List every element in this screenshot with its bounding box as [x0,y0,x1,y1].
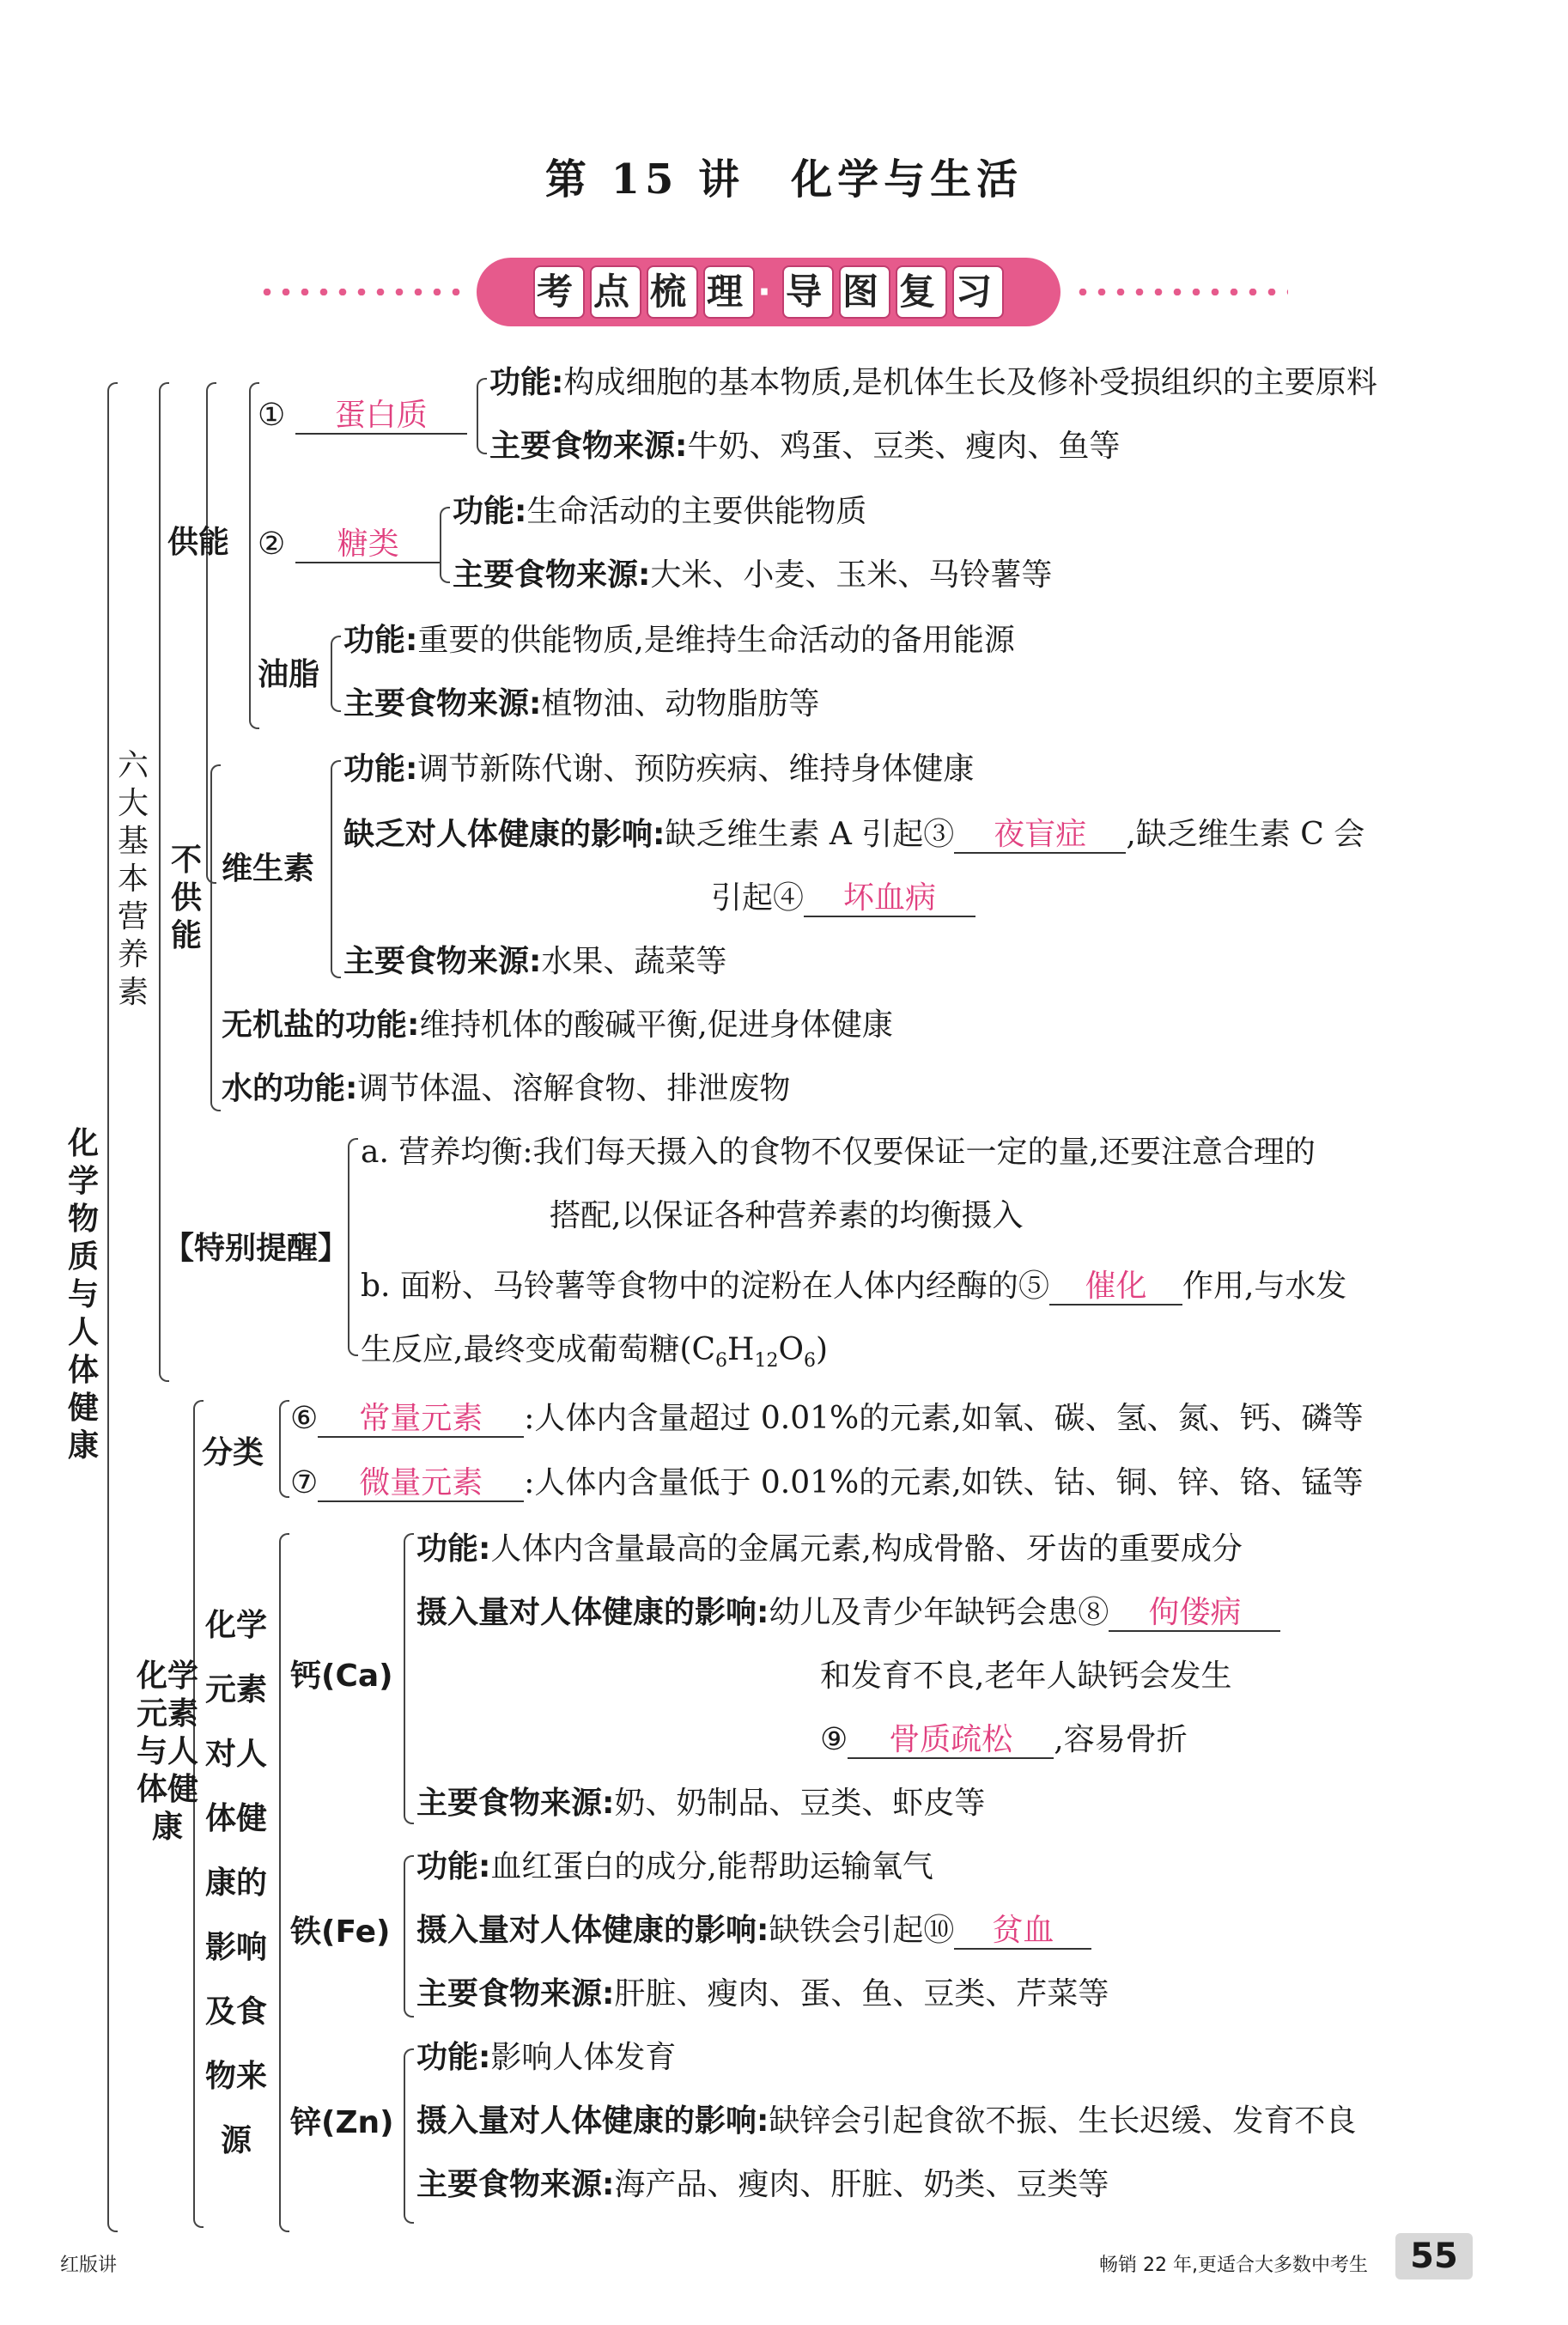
label-value: 影响人体发育 [490,2040,677,2075]
protein-item [258,397,467,435]
label-key: 功能: [453,494,527,529]
label-key: 功能: [489,365,564,400]
label-key: 摄入量对人体健康的影响: [416,2103,769,2139]
label-value: 缺铁会引起 [769,1913,924,1948]
banner-char: 图 [839,265,890,319]
answer-blank: 佝偻病 [1109,1596,1280,1632]
label-value: 引起 [711,880,774,916]
banner-char: 习 [952,265,1004,319]
banner-dot: · [757,271,780,313]
vitamin-source [343,943,726,981]
answer-blank: 蛋白质 [295,399,467,435]
sugar-function [453,493,866,531]
sugar-source [453,557,1052,594]
blank-number: ⑩ [923,1913,955,1948]
label-key: 摄入量对人体健康的影响: [416,1913,769,1948]
page-title: 第 15 讲 化学与生活 [544,155,1024,204]
label-key: 主要食物来源: [453,557,651,593]
blank-number: ④ [773,880,805,916]
label-value: 肝脏、瘦肉、蛋、鱼、豆类、芹菜等 [614,1976,1109,2012]
nosupply-label: 不供能 [170,843,202,953]
label-value: 维持机体的酸碱平衡,促进身体健康 [419,1007,893,1043]
subscript: 12 [754,1350,779,1372]
banner-char: 理 [703,265,755,319]
formula-close: ) [815,1332,829,1367]
calcium-source [416,1785,985,1823]
banner-char: 点 [590,265,641,319]
label-key: 功能: [343,752,418,787]
answer-blank: 夜盲症 [954,818,1126,854]
answer-blank: 贫血 [954,1914,1091,1950]
label-value: :人体内含量低于 0.01%的元素,如铁、钴、铜、锌、铬、锰等 [524,1465,1364,1500]
calcium-function [416,1531,1243,1568]
label-value: 缺锌会引起食欲不振、生长迟缓、发育不良 [769,2103,1357,2139]
label-value: 血红蛋白的成分,能帮助运输氧气 [490,1849,933,1884]
nosupply-brace [210,764,221,1111]
calcium-brace [404,1533,414,1824]
nutrients-label: 六大基本营养素 [117,748,149,1010]
sugar-item [258,526,441,563]
label-key: 水的功能: [222,1071,358,1106]
blank-number: ③ [923,817,955,852]
blank-number: ⑦ [290,1465,319,1500]
calcium-effect-cont2 [820,1721,1188,1759]
label-value: 调节体温、溶解食物、排泄废物 [357,1071,791,1106]
classification-brace [279,1400,289,1498]
vitamin-brace [331,760,341,978]
subscript: 6 [715,1350,728,1372]
answer-blank: 微量元素 [318,1466,524,1502]
formula-h: H [727,1332,755,1367]
iron-brace [404,1855,414,2018]
label-value: 作用,与水发 [1182,1269,1347,1304]
protein-source [489,428,1120,466]
label-value: 调节新陈代谢、预防疾病、维持身体健康 [417,752,975,787]
subscript: 6 [803,1350,816,1372]
label-value: 植物油、动物脂肪等 [541,686,820,721]
label-value: 水果、蔬菜等 [541,944,727,979]
fat-function [343,622,1015,660]
label-value: 海产品、瘦肉、肝脏、奶类、豆类等 [614,2167,1109,2202]
banner-char: 导 [782,265,834,319]
label-key: 功能: [416,1849,491,1884]
trace-element [290,1464,1364,1502]
vitamin-function [343,751,974,788]
label-key: 功能: [416,2040,491,2075]
tip-b-line1 [361,1268,1346,1306]
tip-a-line2: 搭配,以保证各种营养素的均衡摄入 [550,1198,1024,1233]
label-value: 生命活动的主要供能物质 [526,494,867,529]
elements-label: 化学元素与人体健康 [136,1659,198,1845]
calcium-effect [416,1594,1280,1632]
label-key: 缺乏对人体健康的影响: [343,817,665,852]
calcium-effect-cont: 和发育不良,老年人缺钙会发生 [820,1659,1232,1694]
banner-char: 梳 [647,265,698,319]
label-value: 重要的供能物质,是维持生命活动的备用能源 [417,623,1015,658]
iron-effect [416,1912,1091,1950]
label-key: 无机盐的功能: [222,1007,420,1043]
label-key: 功能: [416,1531,491,1567]
root-brace [107,382,118,2232]
protein-function [489,364,1377,402]
label-key: 主要食物来源: [416,2167,615,2202]
protein-brace [477,378,487,454]
answer-blank: 催化 [1049,1269,1182,1306]
blank-number: ⑧ [1078,1595,1109,1630]
banner-char: 考 [533,265,585,319]
vitamin-effect [343,816,1364,854]
banner-dots-left [258,289,468,295]
fat-label: 油脂 [258,657,320,692]
label-key: 主要食物来源: [416,1976,615,2012]
root-label: 化学物质与人体健康 [67,1126,99,1464]
answer-blank: 糖类 [295,527,441,563]
fat-source [343,685,819,723]
blank-number: ② [258,526,286,562]
iron-source [416,1975,1109,2013]
page-number: 55 [1395,2233,1473,2279]
label-value: ,缺乏维生素 C 会 [1126,817,1365,852]
footer-slogan: 畅销 22 年,更适合大多数中考生 [1099,2255,1368,2276]
label-key: 功能: [343,623,418,658]
water-function [222,1070,790,1108]
label-key: 摄入量对人体健康的影响: [416,1595,769,1630]
label-value: 缺乏维生素 A 引起 [665,817,924,852]
blank-number: ⑨ [820,1722,848,1757]
tip-label: 【特别提醒】 [163,1231,349,1266]
supply-label: 供能 [167,525,230,560]
calcium-label: 钙(Ca) [290,1659,393,1694]
sugar-brace [440,507,450,583]
fat-brace [331,636,341,712]
label-value: 生反应,最终变成葡萄糖(C [361,1332,716,1367]
label-key: 主要食物来源: [343,686,542,721]
label-key: 主要食物来源: [343,944,542,979]
iron-function [416,1848,933,1886]
tip-b-line2 [361,1331,828,1380]
zinc-function [416,2039,676,2077]
formula-o: O [778,1332,804,1367]
vitamin-effect-cont [711,879,975,917]
blank-number: ① [258,398,286,433]
blank-number: ⑤ [1018,1269,1049,1304]
classification-label: 分类 [202,1435,264,1470]
banner-dots-right [1073,289,1288,295]
zinc-effect [416,2103,1356,2140]
iron-label: 铁(Fe) [290,1914,391,1950]
tip-a-line1: a. 营养均衡:我们每天摄入的食物不仅要保证一定的量,还要注意合理的 [361,1135,1316,1170]
tip-brace [348,1138,358,1356]
effects-brace [279,1533,289,2232]
label-value: ,容易骨折 [1054,1722,1188,1757]
macro-element [290,1400,1364,1438]
zinc-source [416,2166,1109,2204]
label-value: :人体内含量超过 0.01%的元素,如氧、碳、氢、氮、钙、磷等 [524,1401,1364,1436]
label-value: 大米、小麦、玉米、马铃薯等 [650,557,1053,593]
section-banner-text [477,258,1061,326]
label-value: 奶、奶制品、豆类、虾皮等 [614,1786,986,1821]
footer-brand: 红版讲 [60,2255,118,2276]
zinc-label: 锌(Zn) [290,2105,394,2140]
label-value: 牛奶、鸡蛋、豆类、瘦肉、鱼等 [687,429,1121,464]
answer-blank: 常量元素 [318,1402,524,1438]
vitamin-label: 维生素 [222,851,315,886]
answer-blank: 骨质疏松 [848,1723,1054,1759]
label-key: 主要食物来源: [416,1786,615,1821]
banner-char: 复 [896,265,947,319]
effects-label: 化学元素对人体健康的影响及食物来源 [204,1608,267,2158]
label-value: 幼儿及青少年缺钙会患 [769,1595,1079,1630]
label-value: b. 面粉、马铃薯等食物中的淀粉在人体内经酶的 [361,1269,1018,1304]
answer-blank: 坏血病 [804,881,975,917]
label-value: 人体内含量最高的金属元素,构成骨骼、牙齿的重要成分 [490,1531,1243,1567]
label-value: 构成细胞的基本物质,是机体生长及修补受损组织的主要原料 [563,365,1377,400]
label-key: 主要食物来源: [489,429,688,464]
blank-number: ⑥ [290,1401,319,1436]
zinc-brace [404,2048,414,2224]
mineral-function [222,1007,893,1044]
